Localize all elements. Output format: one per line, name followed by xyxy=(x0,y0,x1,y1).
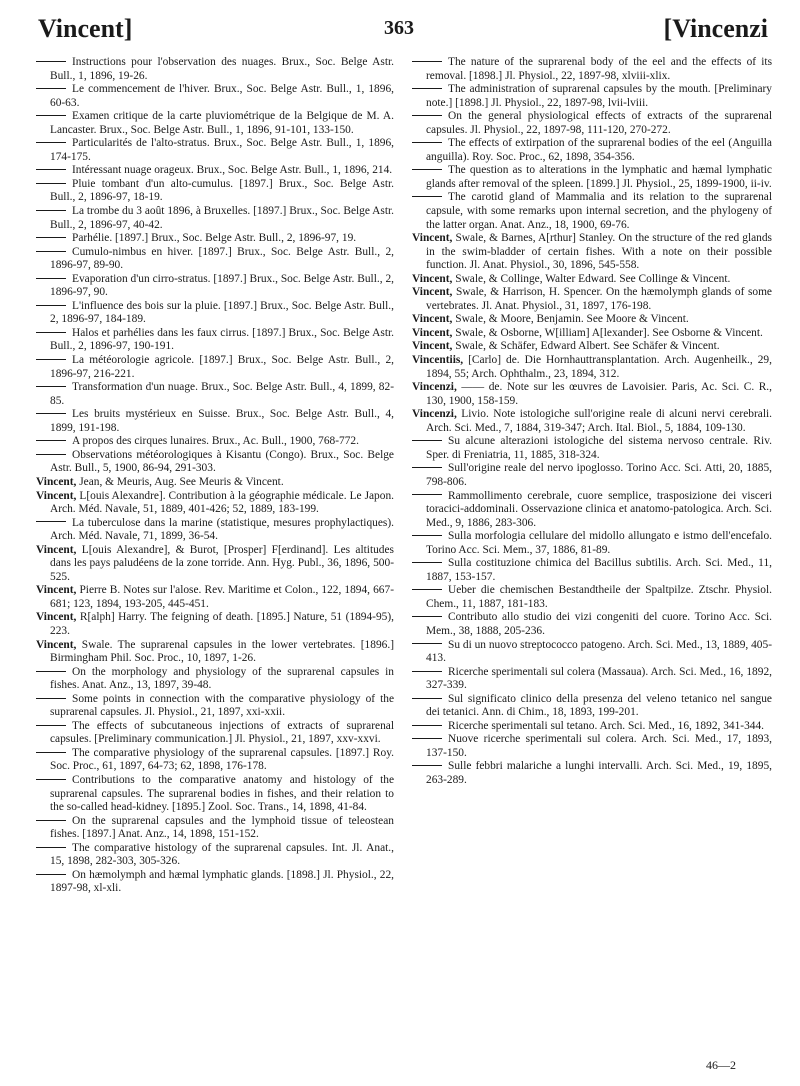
ditto-dash xyxy=(412,196,442,197)
entry-author: Vincent, xyxy=(36,543,77,556)
ditto-dash xyxy=(412,738,442,739)
bibliography-entry xyxy=(36,246,394,273)
entry-text: Instructions pour l'observation des nuages. Brux., Soc. Belge Astr. Bull., 1, 1896, 19-26. xyxy=(50,56,394,82)
ditto-dash xyxy=(36,454,66,455)
entry-text: —— de. Note sur les œuvres de Lavoisier. Paris, Ac. Sci. C. R., 130, 1900, 158-159. xyxy=(426,381,773,407)
ditto-dash xyxy=(36,142,66,143)
ditto-dash xyxy=(36,115,66,116)
entry-text: Sulla costituzione chimica del Bacillus subtilis. Arch. Sci. Med., 11, 1887, 153-157. xyxy=(426,557,772,583)
entry-author: Vincentiis, xyxy=(412,354,464,367)
bibliography-entry xyxy=(36,205,394,232)
entry-text: Contributions to the comparative anatomy and histology of the suprarenal capsules. The suprarenal bodies in fishes, and their relation to the so-called head-kidney. [1895.] Zool. Soc. Trans., 14, 1898, 41-84. xyxy=(50,773,394,814)
entry-author: Vincent, xyxy=(36,611,77,624)
signature-mark: 46—2 xyxy=(706,1058,736,1072)
entry-text: L[ouis Alexandre], & Burot, [Prosper] F[erdinand]. Les altitudes dans les pays paludéens de la zone torride. Ann. Hyg. Publ., 36, 1896, 500-525. xyxy=(50,543,394,583)
bibliography-entry xyxy=(412,313,772,327)
ditto-dash xyxy=(36,183,66,184)
entry-author: Vincenzi, xyxy=(412,381,457,394)
bibliography-entry xyxy=(36,300,394,327)
entry-text: Swale, & Moore, Benjamin. See Moore & Vincent. xyxy=(455,313,689,326)
bibliography-entry xyxy=(36,354,394,381)
bibliography-entry xyxy=(412,490,772,531)
running-header xyxy=(38,14,768,50)
entry-text: R[alph] Harry. The feigning of death. [1895.] Nature, 51 (1894-95), 223. xyxy=(50,611,394,637)
entry-text: Pierre B. Notes sur l'alose. Rev. Maritime et Colon., 122, 1894, 667-681; 123, 1894, 193-205, 445-451. xyxy=(50,584,394,610)
entry-text: Swale, & Collinge, Walter Edward. See Collinge & Vincent. xyxy=(455,272,731,285)
entry-text: Sulle febbri malariche a lunghi intervalli. Arch. Sci. Med., 19, 1895, 263-289. xyxy=(426,760,772,786)
bibliography-entry xyxy=(412,381,772,408)
entry-text: L'influence des bois sur la pluie. [1897.] Brux., Soc. Belge Astr. Bull., 2, 1896-97, 184-189. xyxy=(50,299,394,326)
ditto-dash xyxy=(36,725,66,726)
bibliography-entry xyxy=(412,110,772,137)
bibliography-entry xyxy=(412,760,772,787)
ditto-dash xyxy=(36,210,66,211)
bibliography-entry xyxy=(412,639,772,666)
ditto-dash xyxy=(412,88,442,89)
ditto-dash xyxy=(36,820,66,821)
bibliography-entry xyxy=(412,611,772,638)
bibliography-entry xyxy=(36,747,394,774)
ditto-dash xyxy=(36,278,66,279)
ditto-dash xyxy=(412,440,442,441)
entry-text: Swale, & Schäfer, Edward Albert. See Schäfer & Vincent. xyxy=(455,340,720,353)
header-right: [Vincenzi xyxy=(663,14,768,43)
bibliography-entry xyxy=(412,720,772,734)
bibliography-entry xyxy=(412,83,772,110)
bibliography-entry xyxy=(36,56,394,83)
ditto-dash xyxy=(36,671,66,672)
bibliography-entry xyxy=(412,56,772,83)
entry-text: Su alcune alterazioni istologiche del sistema nervoso centrale. Riv. Sper. di Freniatria, 11, 1885, 318-324. xyxy=(426,435,772,461)
bibliography-entry xyxy=(36,693,394,720)
bibliography-entry xyxy=(36,164,394,178)
ditto-dash xyxy=(412,765,442,766)
entry-text: The carotid gland of Mammalia and its relation to the suprarenal capsule, with some remarks upon internal secretion, and the phylogeny of the latter organ. Anat. Anz., 18, 1900, 69-76. xyxy=(426,191,772,231)
ditto-dash xyxy=(36,698,66,699)
bibliography-entry xyxy=(36,110,394,137)
bibliography-entry xyxy=(36,327,394,354)
ditto-dash xyxy=(36,779,66,780)
entry-text: Parhélie. [1897.] Brux., Soc. Belge Astr. Bull., 2, 1896-97, 19. xyxy=(72,232,357,245)
entry-text: Intéressant nuage orageux. Brux., Soc. Belge Astr. Bull., 1, 1896, 214. xyxy=(72,164,393,177)
ditto-dash xyxy=(36,251,66,252)
bibliography-entry xyxy=(412,286,772,313)
ditto-dash xyxy=(412,725,442,726)
bibliography-entry xyxy=(412,273,772,287)
ditto-dash xyxy=(36,874,66,875)
bibliography-entry xyxy=(412,354,772,381)
left-column xyxy=(36,56,394,896)
ditto-dash xyxy=(412,643,442,644)
ditto-dash xyxy=(412,142,442,143)
bibliography-entry xyxy=(412,733,772,760)
bibliography-entry xyxy=(36,435,394,449)
entry-text: Ricerche sperimentali sul tetano. Arch. Sci. Med., 16, 1892, 341-344. xyxy=(448,719,765,732)
bibliography-entry xyxy=(412,164,772,191)
bibliography-entry xyxy=(36,720,394,747)
ditto-dash xyxy=(36,237,66,238)
bibliography-entry xyxy=(412,435,772,462)
bibliography-entry xyxy=(36,815,394,842)
entry-text: Le commencement de l'hiver. Brux., Soc. Belge Astr. Bull., 1, 1896, 60-63. xyxy=(50,83,394,109)
entry-author: Vincent, xyxy=(412,340,453,353)
entry-author: Vincent, xyxy=(412,272,453,285)
entry-text: Swale, & Barnes, A[rthur] Stanley. On the structure of the red glands in the swim-bladder of certain fishes. With a note on their possible function. Jl. Anat. Physiol., 30, 1896, 545-558. xyxy=(426,232,772,272)
bibliography-entry xyxy=(36,666,394,693)
entry-text: Contributo allo studio dei vizi congeniti del cuore. Torino Acc. Sci. Mem., 38, 1888, 205-236. xyxy=(426,611,772,637)
bibliography-entry xyxy=(36,842,394,869)
bibliography-entry xyxy=(36,178,394,205)
header-left: Vincent] xyxy=(38,14,133,43)
entry-text: The comparative histology of the suprarenal capsules. Int. Jl. Anat., 15, 1898, 282-303, 305-326. xyxy=(50,841,394,868)
ditto-dash xyxy=(36,413,66,414)
entry-text: Swale, & Harrison, H. Spencer. On the hæmolymph glands of some vertebrates. Jl. Anat. Physiol., 31, 1897, 176-198. xyxy=(426,286,772,312)
entry-text: Swale, & Osborne, W[illiam] A[lexander]. See Osborne & Vincent. xyxy=(455,326,763,339)
entry-text: Swale. The suprarenal capsules in the lower vertebrates. [1896.] Birmingham Phil. Soc. Proc., 10, 1897, 1-26. xyxy=(50,638,394,665)
entry-text: The question as to alterations in the lymphatic and hæmal lymphatic glands after removal of the spleen. [1899.] Jl. Physiol., 25, 1899-1900, ii-iv. xyxy=(426,164,772,190)
ditto-dash xyxy=(36,332,66,333)
bibliography-entry xyxy=(412,530,772,557)
entry-text: Sull'origine reale del nervo ipoglosso. Torino Acc. Sci. Atti, 20, 1885, 798-806. xyxy=(426,462,772,488)
entry-text: Cumulo-nimbus en hiver. [1897.] Brux., Soc. Belge Astr. Bull., 2, 1896-97, 89-90. xyxy=(50,245,394,272)
entry-text: Ueber die chemischen Bestandtheile der Spaltpilze. Ztschr. Physiol. Chem., 11, 1887, 181-183. xyxy=(426,584,772,610)
bibliography-entry xyxy=(36,490,394,517)
entry-author: Vincenzi, xyxy=(412,408,457,421)
entry-text: On hæmolymph and hæmal lymphatic glands. [1898.] Jl. Physiol., 22, 1897-98, xl-xli. xyxy=(50,868,394,895)
ditto-dash xyxy=(36,440,66,441)
entry-text: The effects of extirpation of the suprarenal bodies of the eel (Anguilla anguilla). Roy. Soc. Proc., 62, 1898, 354-356. xyxy=(426,137,772,163)
entry-author: Vincent, xyxy=(412,286,453,299)
entry-author: Vincent, xyxy=(412,326,453,339)
ditto-dash xyxy=(412,698,442,699)
entry-text: Les bruits mystérieux en Suisse. Brux., Soc. Belge Astr. Bull., 4, 1899, 191-198. xyxy=(50,408,394,434)
entry-text: Sulla morfologia cellulare del midollo allungato e istmo dell'encefalo. Torino Acc. Sci. Mem., 37, 1886, 81-89. xyxy=(426,530,772,556)
ditto-dash xyxy=(36,359,66,360)
entry-author: Vincent, xyxy=(412,232,453,245)
ditto-dash xyxy=(36,61,66,62)
entry-text: Jean, & Meuris, Aug. See Meuris & Vincent. xyxy=(79,475,284,488)
ditto-dash xyxy=(412,494,442,495)
ditto-dash xyxy=(412,467,442,468)
entry-text: Sul significato clinico della presenza del veleno tetanico nel sangue dei tetanici. Ann. di Chim., 18, 1893, 199-201. xyxy=(426,692,772,719)
ditto-dash xyxy=(412,562,442,563)
entry-text: Livio. Note istologiche sull'origine reale di alcuni nervi cerebrali. Arch. Sci. Med., 7, 1884, 319-347; Arch. Ital. Biol., 5, 1884, 109-130. xyxy=(426,408,772,434)
right-column xyxy=(412,56,772,788)
bibliography-entry xyxy=(36,639,394,666)
bibliography-entry xyxy=(36,517,394,544)
entry-text: On the suprarenal capsules and the lymphoid tissue of teleostean fishes. [1897.] Anat. Anz., 14, 1898, 151-152. xyxy=(50,814,394,841)
bibliography-entry xyxy=(36,83,394,110)
bibliography-entry xyxy=(36,869,394,896)
bibliography-entry xyxy=(412,191,772,232)
entry-text: A propos des cirques lunaires. Brux., Ac. Bull., 1900, 768-772. xyxy=(72,435,359,448)
bibliography-entry xyxy=(412,232,772,273)
entry-text: La tuberculose dans la marine (statistique, mesures prophylactiques). Arch. Méd. Navale, 71, 1899, 36-54. xyxy=(50,516,394,543)
ditto-dash xyxy=(36,521,66,522)
entry-author: Vincent, xyxy=(36,638,77,651)
bibliography-entry xyxy=(36,137,394,164)
bibliography-entry xyxy=(36,449,394,476)
ditto-dash xyxy=(412,115,442,116)
entry-text: Halos et parhélies dans les faux cirrus. [1897.] Brux., Soc. Belge Astr. Bull., 2, 1896-97, 190-191. xyxy=(50,326,394,353)
entry-text: The nature of the suprarenal body of the eel and the effects of its removal. [1898.] Jl. Physiol., 22, 1897-98, xlviii-xlix. xyxy=(426,56,772,82)
bibliography-entry xyxy=(36,476,394,490)
bibliography-entry xyxy=(36,774,394,815)
entry-text: Transformation d'un nuage. Brux., Soc. Belge Astr. Bull., 4, 1899, 82-85. xyxy=(50,381,394,407)
entry-text: Su di un nuovo streptococco patogeno. Arch. Sci. Med., 13, 1889, 405-413. xyxy=(426,638,772,665)
page-number: 363 xyxy=(384,17,414,39)
ditto-dash xyxy=(36,169,66,170)
entry-text: Observations météorologiques à Kisantu (Congo). Brux., Soc. Belge Astr. Bull., 5, 1900, 86-94, 291-303. xyxy=(50,448,394,475)
entry-text: Examen critique de la carte pluviométrique de la Belgique de M. A. Lancaster. Brux., Soc. Belge Astr. Bull., 1, 1896, 91-101, 133-150. xyxy=(50,110,394,136)
bibliography-entry xyxy=(36,232,394,246)
bibliography-entry xyxy=(412,340,772,354)
entry-text: La trombe du 3 août 1896, à Bruxelles. [1897.] Brux., Soc. Belge Astr. Bull., 2, 1896-97, 40-42. xyxy=(50,205,394,231)
ditto-dash xyxy=(412,61,442,62)
bibliography-entry xyxy=(36,544,394,585)
ditto-dash xyxy=(36,88,66,89)
entry-text: Some points in connection with the comparative physiology of the suprarenal capsules. Jl. Physiol., 21, 1897, xxi-xxii. xyxy=(50,692,394,719)
ditto-dash xyxy=(412,169,442,170)
entry-text: La météorologie agricole. [1897.] Brux., Soc. Belge Astr. Bull., 2, 1896-97, 216-221. xyxy=(50,354,394,380)
entry-text: Rammollimento cerebrale, cuore semplice, trasposizione dei visceri toracici-addominali. Osservazione clinica et anatomo-patologica. Arch. Sci. Med., 9, 1886, 283-306. xyxy=(426,489,772,529)
entry-text: Ricerche sperimentali sul colera (Massaua). Arch. Sci. Med., 16, 1892, 327-339. xyxy=(426,665,772,692)
bibliography-entry xyxy=(36,408,394,435)
ditto-dash xyxy=(412,535,442,536)
bibliography-entry xyxy=(36,611,394,638)
entry-author: Vincent, xyxy=(36,489,77,502)
bibliography-entry xyxy=(412,408,772,435)
ditto-dash xyxy=(36,386,66,387)
entry-text: L[ouis Alexandre]. Contribution à la géographie médicale. Le Japon. Arch. Méd. Navale, 51, 1889, 401-426; 52, 1889, 183-199. xyxy=(50,489,394,516)
bibliography-entry xyxy=(412,584,772,611)
ditto-dash xyxy=(36,752,66,753)
bibliography-entry xyxy=(36,584,394,611)
bibliography-entry xyxy=(412,137,772,164)
entry-text: On the morphology and physiology of the suprarenal capsules in fishes. Anat. Anz., 13, 1897, 39-48. xyxy=(50,665,394,692)
entry-text: [Carlo] de. Die Hornhauttransplantation. Arch. Augenheilk., 29, 1894, 55; Arch. Ophthalm., 23, 1894, 312. xyxy=(426,354,772,380)
ditto-dash xyxy=(36,305,66,306)
entry-text: Evaporation d'un cirro-stratus. [1897.] Brux., Soc. Belge Astr. Bull., 2, 1896-97, 90. xyxy=(50,272,394,299)
bibliography-entry xyxy=(412,693,772,720)
entry-author: Vincent, xyxy=(36,475,77,488)
entry-text: Pluie tombant d'un alto-cumulus. [1897.] Brux., Soc. Belge Astr. Bull., 2, 1896-97, 18-19. xyxy=(50,177,394,204)
ditto-dash xyxy=(412,671,442,672)
ditto-dash xyxy=(412,589,442,590)
entry-author: Vincent, xyxy=(412,313,453,326)
bibliography-entry xyxy=(412,557,772,584)
entry-text: Nuove ricerche sperimentali sul colera. Arch. Sci. Med., 17, 1893, 137-150. xyxy=(426,733,772,759)
ditto-dash xyxy=(412,616,442,617)
entry-text: Particularités de l'alto-stratus. Brux., Soc. Belge Astr. Bull., 1, 1896, 174-175. xyxy=(50,137,394,163)
bibliography-entry xyxy=(412,666,772,693)
bibliography-entry xyxy=(412,462,772,489)
entry-text: The administration of suprarenal capsules by the mouth. [Preliminary note.] [1898.] Jl. Physiol., 22, 1897-98, lvii-lviii. xyxy=(426,83,772,109)
entry-text: On the general physiological effects of extracts of the suprarenal capsules. Jl. Physiol., 22, 1897-98, 111-120, 270-272. xyxy=(426,110,772,136)
bibliography-entry xyxy=(36,273,394,300)
entry-text: The comparative physiology of the suprarenal capsules. [1897.] Roy. Soc. Proc., 61, 1897, 64-73; 62, 1898, 176-178. xyxy=(50,746,394,773)
ditto-dash xyxy=(36,847,66,848)
bibliography-entry xyxy=(36,381,394,408)
entry-author: Vincent, xyxy=(36,584,77,597)
bibliography-entry xyxy=(412,327,772,341)
entry-text: The effects of subcutaneous injections of extracts of suprarenal capsules. [Preliminary communication.] Jl. Physiol., 21, 1897, xxv-xxvi. xyxy=(50,719,394,746)
